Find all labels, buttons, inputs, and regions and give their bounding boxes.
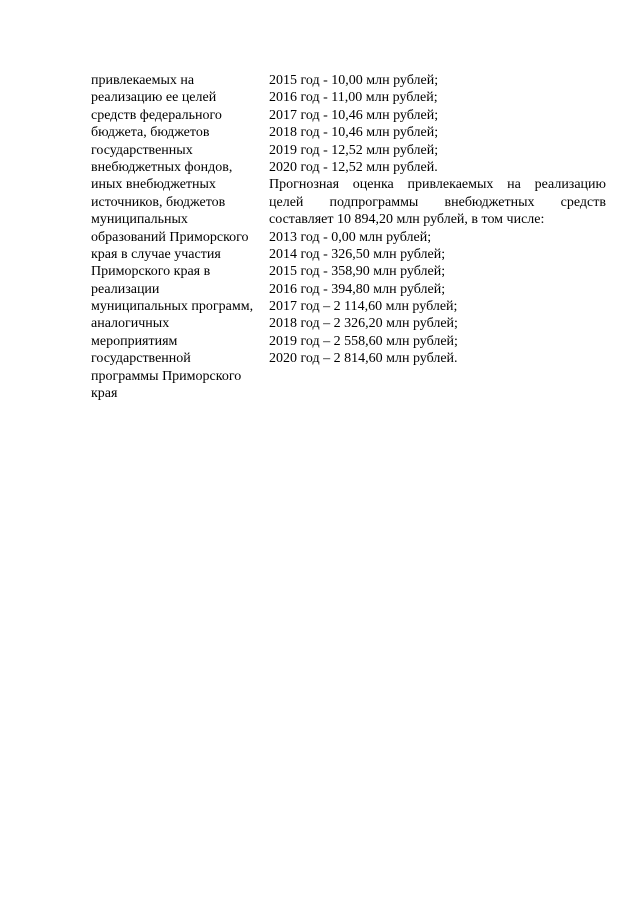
federal-year-line: 2018 год - 10,46 млн рублей; [269,125,439,141]
label-line: иных внебюджетных [91,177,216,193]
extra-budget-year-line: 2020 год – 2 814,60 млн рублей. [269,351,458,367]
federal-year-line: 2015 год - 10,00 млн рублей; [269,73,439,88]
label-line: средств федерального [91,107,222,123]
label-line: образований Приморского [91,229,249,245]
funding-values-cell [269,72,606,368]
label-line: государственной [91,351,191,367]
extra-budget-year-line: 2018 год – 2 326,20 млн рублей; [269,316,458,332]
label-line: бюджета, бюджетов [91,125,210,141]
forecast-paragraph-line: составляет 10 894,20 млн рублей, в том числе: [269,212,545,228]
label-line: внебюджетных фондов, [91,159,233,175]
extra-budget-year-line: 2013 год - 0,00 млн рублей; [269,229,432,245]
label-line: муниципальных программ, [91,299,254,315]
label-line: края в случае участия [91,246,221,262]
label-line: аналогичных [91,316,170,332]
label-line: муниципальных [91,212,188,228]
extra-budget-year-line: 2019 год – 2 558,60 млн рублей; [269,333,458,349]
label-line: реализации [91,281,160,297]
extra-budget-year-line: 2014 год - 326,50 млн рублей; [269,246,446,262]
federal-year-line: 2017 год - 10,46 млн рублей; [269,107,439,123]
federal-year-line: 2016 год - 11,00 млн рублей; [269,90,438,106]
forecast-paragraph-line: целей подпрограммы внебюджетных средств [269,194,606,210]
federal-year-line: 2020 год - 12,52 млн рублей. [269,159,438,175]
parameter-label-cell [91,72,269,402]
label-line: мероприятиям [91,333,178,349]
funding-table [91,72,606,402]
label-line: реализацию ее целей [91,90,217,106]
label-line: привлекаемых на [91,73,195,88]
federal-year-line: 2019 год - 12,52 млн рублей; [269,142,439,158]
extra-budget-year-line: 2017 год – 2 114,60 млн рублей; [269,299,458,315]
label-line: источников, бюджетов [91,194,226,210]
extra-budget-year-line: 2016 год - 394,80 млн рублей; [269,281,446,297]
extra-budget-year-line: 2015 год - 358,90 млн рублей; [269,264,446,280]
label-line: Приморского края в [91,264,211,280]
label-line: края [91,386,118,402]
label-line: государственных [91,142,193,158]
label-line: программы Приморского [91,368,242,384]
forecast-paragraph-line: Прогнозная оценка привлекаемых на реализацию [269,177,606,193]
